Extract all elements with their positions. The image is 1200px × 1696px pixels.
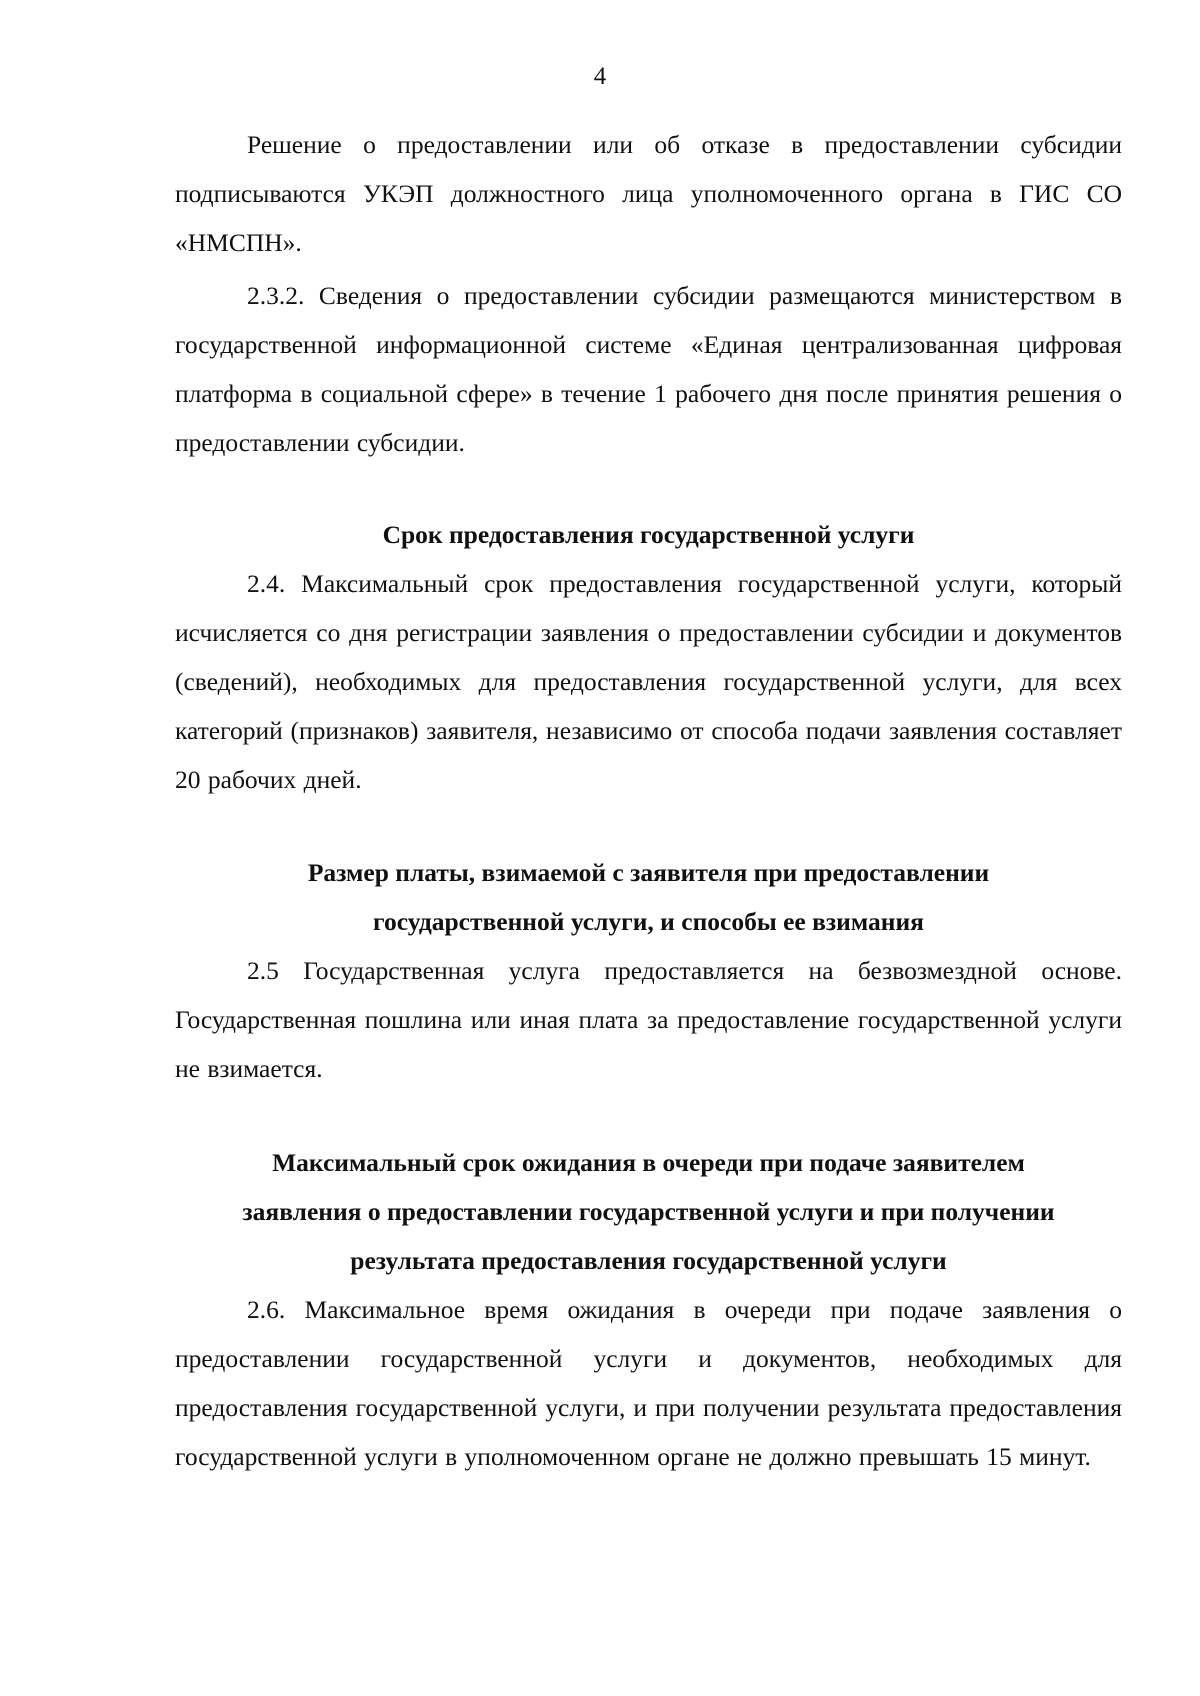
heading-queue-line-3: результата предоставления государственной услуги (350, 1246, 947, 1275)
heading-fee-line-2: государственной услуги, и способы ее взимания (373, 907, 924, 936)
heading-queue-line-2: заявления о предоставлении государственной услуги и при получении (242, 1197, 1055, 1226)
paragraph-2-3-2: 2.3.2. Сведения о предоставлении субсидии размещаются министерством в государственной информационной системе «Единая централизованная цифровая платформа в социальной сфере» в течение 1 рабочего дня после принятия решения о предоставлении субсидии. (175, 281, 1122, 457)
page-number: 4 (593, 63, 607, 90)
paragraph-decision-signing: Решение о предоставлении или об отказе в предоставлении субсидии подписываются УКЭП должностного лица уполномоченного органа в ГИС СО «НМСПН». (175, 130, 1122, 257)
paragraph-2-6: 2.6. Максимальное время ожидания в очереди при подаче заявления о предоставлении государственной услуги и документов, необходимых для предоставления государственной услуги, и при получении результата предоставления государственной услуги в уполномоченном органе не должно превышать 15 минут. (175, 1295, 1122, 1471)
heading-queue-line-1: Максимальный срок ожидания в очереди при подаче заявителем (272, 1148, 1025, 1177)
paragraph-2-5: 2.5 Государственная услуга предоставляется на безвозмездной основе. Государственная пошлина или иная плата за предоставление государственной услуги не взимается. (175, 956, 1122, 1083)
heading-service-term: Срок предоставления государственной услуги (382, 520, 915, 549)
paragraph-2-4: 2.4. Максимальный срок предоставления государственной услуги, который исчисляется со дня регистрации заявления о предоставлении субсидии и документов (сведений), необходимых для предоставления государственной услуги, для всех категорий (признаков) заявителя, независимо от способа подачи заявления составляет 20 рабочих дней. (175, 569, 1122, 794)
document-body (175, 120, 1122, 1481)
heading-fee (175, 848, 1122, 946)
heading-queue-time (175, 1138, 1122, 1285)
heading-fee-line-1: Размер платы, взимаемой с заявителя при предоставлении (307, 858, 990, 887)
